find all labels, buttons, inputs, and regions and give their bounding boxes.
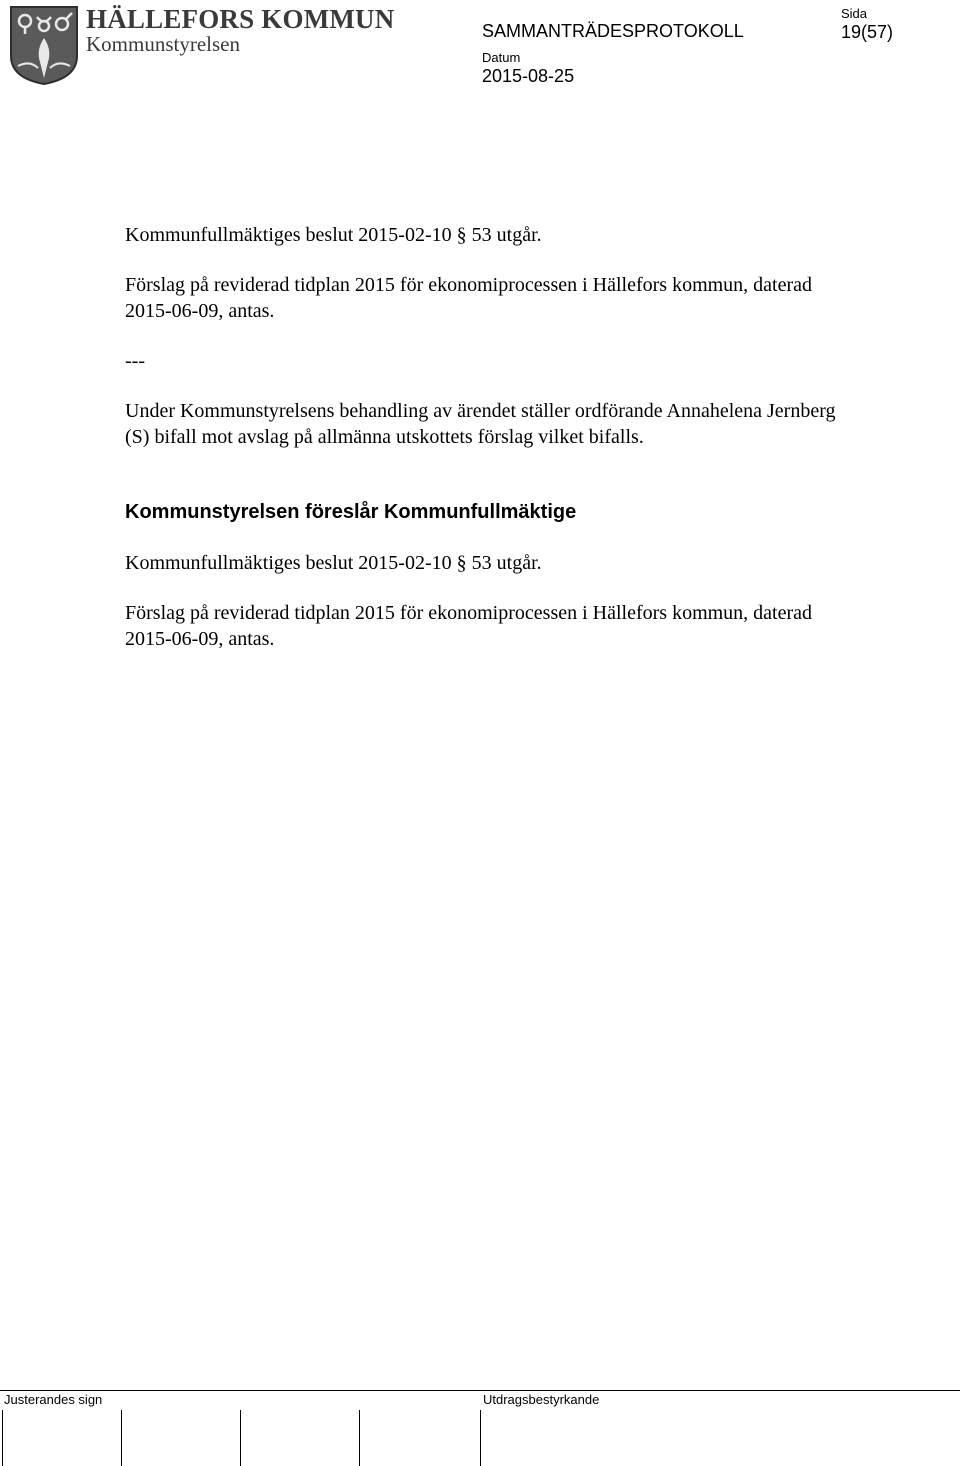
signature-box-divider	[359, 1410, 360, 1466]
paragraph-proposal-2: Förslag på reviderad tidplan 2015 för ekonomiprocessen i Hällefors kommun, daterad 2015-06-09, antas.	[125, 602, 813, 650]
organization-unit: Kommunstyrelsen	[86, 32, 240, 56]
date-label: Datum	[482, 50, 521, 65]
justerandes-sign-label: Justerandes sign	[4, 1392, 103, 1407]
signature-box-divider	[2, 1410, 3, 1466]
document-type: SAMMANTRÄDESPROTOKOLL	[482, 21, 744, 41]
date-value: 2015-08-25	[482, 66, 575, 86]
footer-divider	[0, 1390, 960, 1391]
separator-text: ---	[125, 350, 145, 372]
municipal-coat-of-arms-logo	[8, 4, 80, 86]
utdragsbestyrkande-label: Utdragsbestyrkande	[483, 1392, 600, 1407]
signature-box-divider	[240, 1410, 241, 1466]
organization-name: HÄLLEFORS KOMMUN	[86, 4, 395, 34]
paragraph-decision-1: Kommunfullmäktiges beslut 2015-02-10 § 53 utgår.	[125, 224, 542, 246]
page-label: Sida	[841, 6, 868, 21]
paragraph-proceedings: Under Kommunstyrelsens behandling av ärendet ställer ordförande Annahelena Jernberg (S) bifall mot avslag på allmänna utskottets förslag vilket bifalls.	[125, 400, 836, 448]
signature-box-divider	[480, 1410, 481, 1466]
section-heading: Kommunstyrelsen föreslår Kommunfullmäktige	[125, 501, 577, 523]
paragraph-proposal-1: Kommunfullmäktiges beslut 2015-02-10 § 53 utgår.	[125, 552, 542, 574]
paragraph-decision-2: Förslag på reviderad tidplan 2015 för ekonomiprocessen i Hällefors kommun, daterad 2015-06-09, antas.	[125, 274, 813, 322]
page-number: 19(57)	[841, 22, 894, 42]
signature-box-divider	[121, 1410, 122, 1466]
